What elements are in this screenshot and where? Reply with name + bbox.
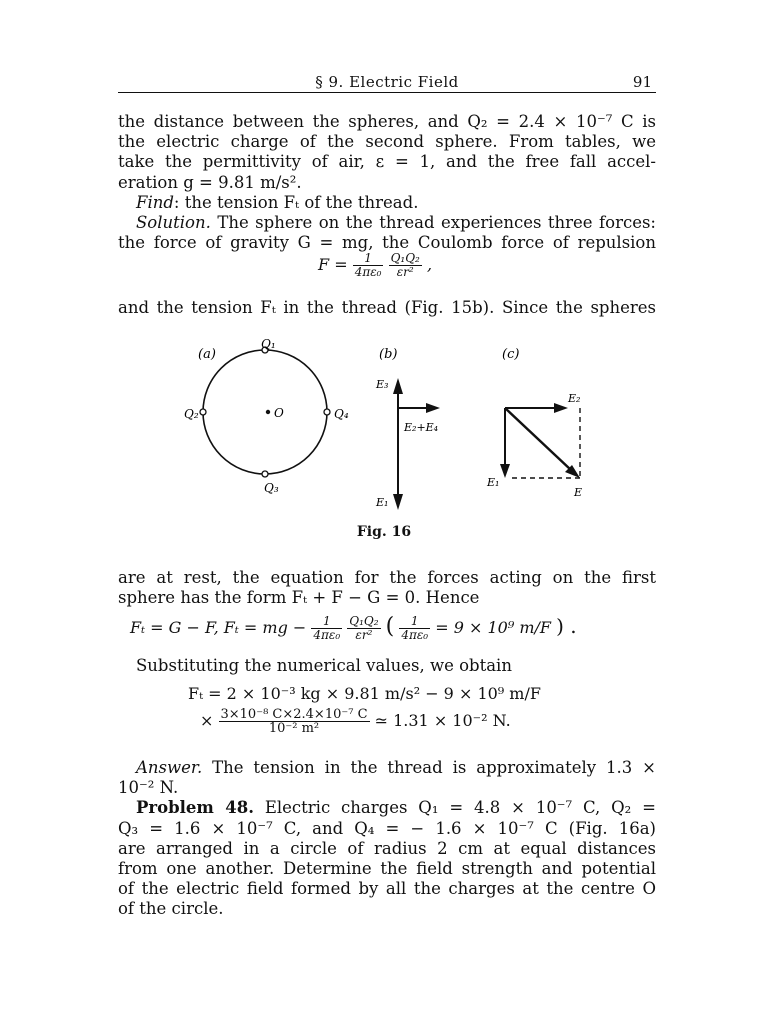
denominator: 4πε₀ (354, 265, 382, 279)
paragraph-given (118, 112, 656, 253)
text-line: the distance between the spheres, and Q₂ = 2.4 × 10⁻⁷ C is (118, 112, 656, 131)
text-line: Q₃ = 1.6 × 10⁻⁷ C, and Q₄ = − 1.6 × 10⁻⁷ C (Fig. 16a) (118, 818, 656, 838)
eq-tail: , (426, 255, 433, 274)
running-header (118, 70, 656, 93)
text-line: the force of gravity G = mg, the Coulomb force of repulsion (118, 233, 656, 253)
find-label: Find (136, 192, 174, 212)
c-e1-arrowhead (500, 464, 510, 478)
times-sign: × (200, 711, 214, 730)
result: ≃ 1.31 × 10⁻² N. (374, 711, 511, 730)
e2e4-arrowhead (426, 403, 440, 413)
center-point (266, 410, 270, 414)
problem-line (118, 798, 656, 818)
paren-open: ( (385, 614, 395, 639)
text-line: from one another. Determine the field strength and potential (118, 859, 656, 879)
fraction (311, 615, 342, 642)
charge-point-q4 (324, 409, 330, 415)
eq-part: = 9 × 10⁹ m/F (435, 618, 551, 637)
paragraph-tension (118, 298, 656, 318)
c-e-resultant (505, 408, 571, 470)
section-title: § 9. Electric Field (315, 73, 459, 91)
solution-text: The sphere on the thread experiences three forces: (210, 213, 656, 233)
center-label: O (274, 406, 284, 420)
panel-c-label: (c) (502, 347, 520, 362)
charge-point-q2 (200, 409, 206, 415)
denominator: εr² (355, 628, 373, 642)
numerator: 1 (353, 252, 384, 266)
text-line: Substituting the numerical values, we obtain (136, 656, 512, 675)
e2e4-label: E₂+E₄ (404, 421, 439, 434)
text-line: are at rest, the equation for the forces acting on the first (118, 568, 656, 587)
fraction (347, 615, 380, 642)
figure-caption: Fig. 16 (356, 524, 412, 540)
q4-label: Q₄ (334, 407, 349, 421)
numeric-equation-line2 (200, 708, 511, 735)
text-line: take the permittivity of air, ε = 1, and the free fall accel- (118, 152, 656, 172)
problem-label: Problem 48. (136, 798, 254, 818)
e3-label: E₃ (376, 378, 389, 391)
charge-circle (203, 350, 327, 474)
eq-part: Fₜ = G − F, Fₜ = mg − (130, 618, 307, 637)
q2-label: Q₂ (184, 407, 199, 421)
numerator: 1 (311, 615, 342, 629)
text-line: the electric charge of the second sphere. From tables, we (118, 132, 656, 152)
denominator: 4πε₀ (313, 628, 341, 642)
page-number: 91 (632, 73, 652, 91)
c-e2-arrowhead (554, 403, 568, 413)
q1-label: Q₁ (261, 337, 276, 351)
charge-point-q3 (262, 471, 268, 477)
text-line: of the electric field formed by all the charges at the centre O (118, 879, 656, 899)
numerator: 1 (399, 615, 430, 629)
paragraph-rest (118, 568, 656, 608)
text-line: and the tension Fₜ in the thread (Fig. 15b). Since the spheres (118, 298, 656, 317)
text-line: eration g = 9.81 m/s². (118, 172, 302, 192)
denominator: 4πε₀ (401, 628, 429, 642)
text-line: are arranged in a circle of radius 2 cm at equal distances (118, 838, 656, 858)
numeric-equation-line1 (188, 684, 541, 703)
paragraph-substitute (118, 656, 656, 676)
fraction (353, 252, 384, 279)
solution-line (118, 213, 656, 233)
numerator: 3×10⁻⁸ C×2.4×10⁻⁷ C (220, 707, 368, 722)
fraction (399, 615, 430, 642)
figure-16 (0, 330, 768, 525)
c-e1-label: E₁ (487, 476, 500, 489)
coulomb-equation (318, 252, 432, 279)
fraction (219, 708, 370, 735)
numerator: Q₁Q₂ (349, 614, 379, 628)
answer-label: Answer. (136, 758, 203, 777)
eq-lhs: F = (318, 255, 348, 274)
solution-label: Solution. (136, 213, 211, 233)
fraction (389, 252, 422, 279)
paragraph-answer (118, 758, 656, 920)
e1-label-b: E₁ (376, 496, 389, 509)
answer-text: The tension in the thread is approximately 1.3 × (202, 758, 656, 777)
text-line: 10⁻² N. (118, 778, 179, 798)
denominator: εr² (396, 265, 414, 279)
c-e-label: E (574, 486, 583, 499)
text-line: of the circle. (118, 899, 224, 919)
problem-text: Electric charges Q₁ = 4.8 × 10⁻⁷ C, Q₂ = (253, 798, 656, 818)
eq-line: Fₜ = 2 × 10⁻³ kg × 9.81 m/s² − 9 × 10⁹ m/F (188, 684, 541, 703)
paren-close: ) . (556, 614, 577, 638)
panel-b-label: (b) (379, 347, 398, 362)
force-equation (130, 614, 577, 642)
find-line (118, 193, 656, 213)
numerator: Q₁Q₂ (390, 251, 420, 265)
find-text: : the tension Fₜ of the thread. (173, 192, 419, 212)
text-line: sphere has the form Fₜ + F − G = 0. Hence (118, 588, 480, 608)
q3-label: Q₃ (264, 481, 279, 495)
answer-line (118, 758, 656, 778)
c-e2-label: E₂ (568, 392, 581, 405)
e3-arrowhead (393, 378, 403, 394)
panel-a-label: (a) (198, 347, 216, 362)
e1-arrowhead (393, 494, 403, 510)
denominator: 10⁻² m² (268, 721, 320, 736)
